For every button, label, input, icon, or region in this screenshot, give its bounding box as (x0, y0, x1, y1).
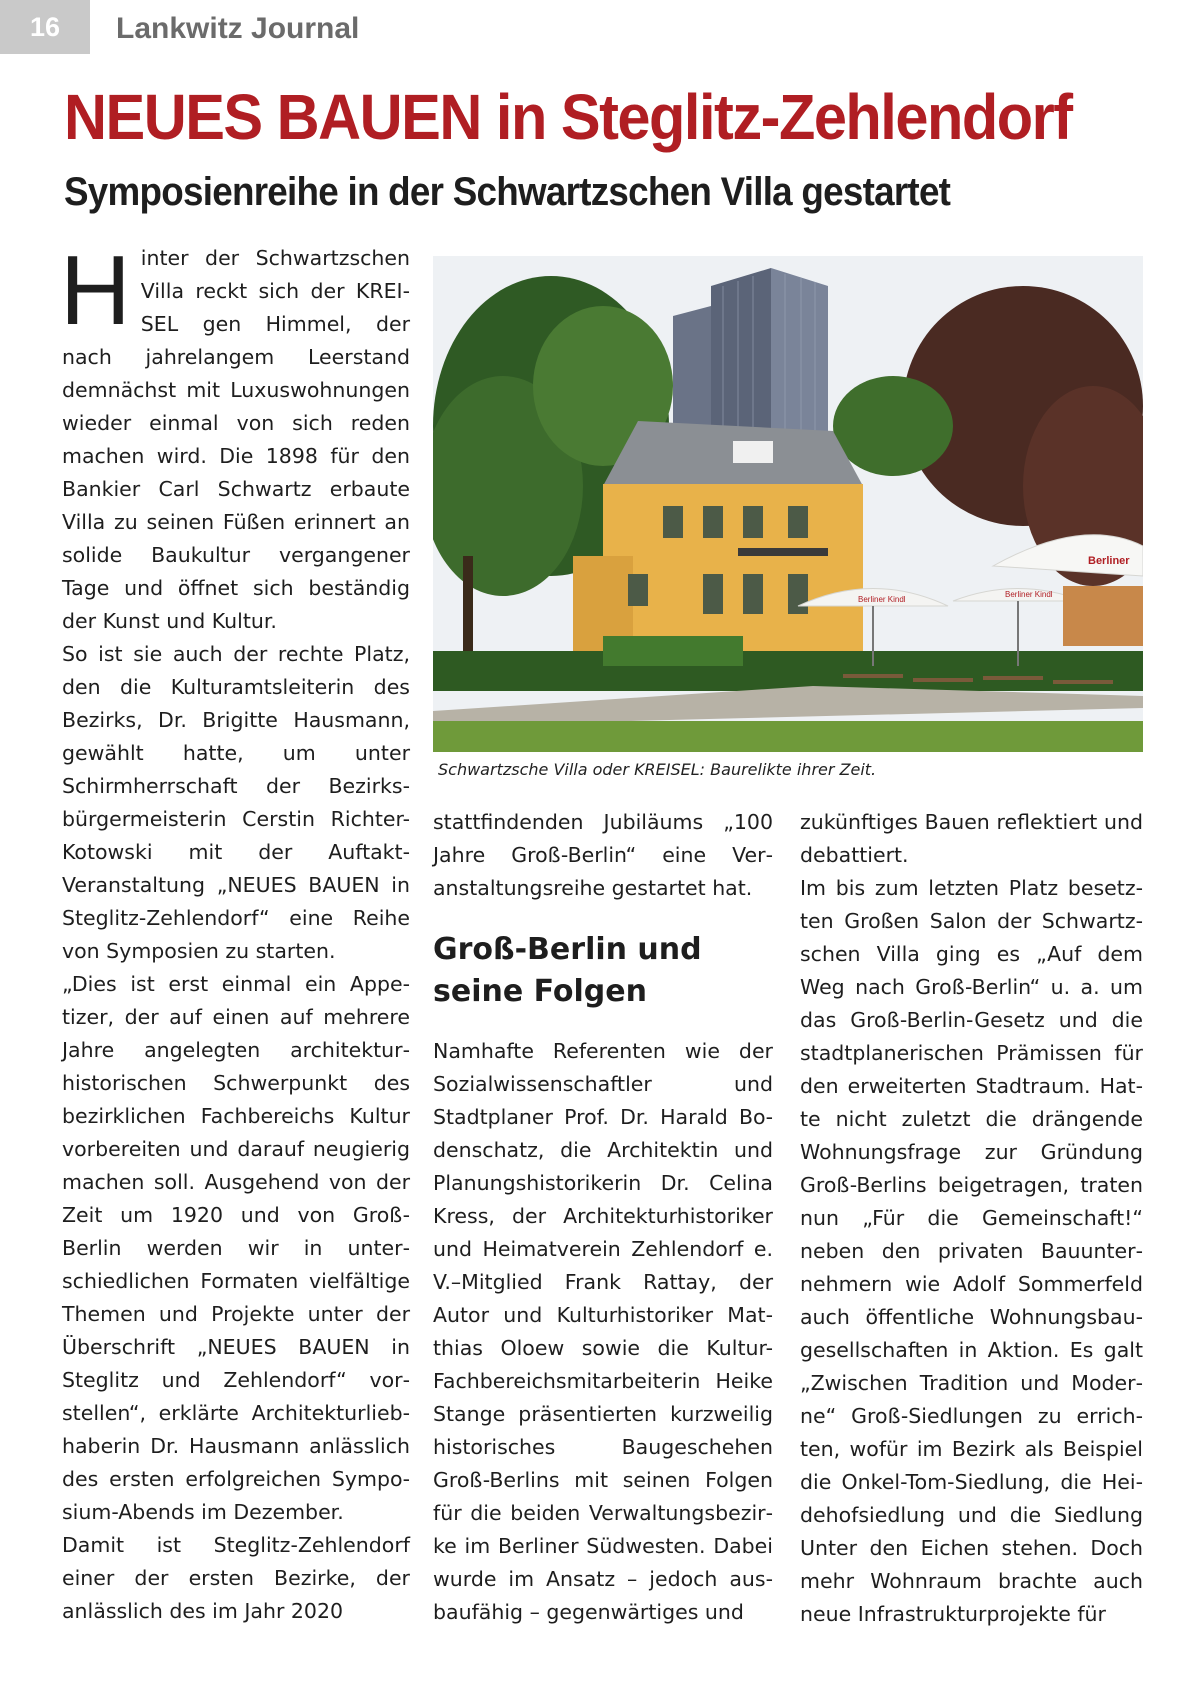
paragraph: So ist sie auch der rechte Platz, den die Kulturamtsleiterin des Bezirks, Dr. Brigitte Hausmann, gewählt hatte, um unter Schirmherrschaft der Bezirksbürgermeisterin Cerstin Richter-Kotowski mit der Auftakt-Veranstaltung „NEUES BAUEN in Steglitz-Zehlendorf“ eine Reihe von Symposien zu starten. (62, 642, 410, 963)
paragraph: stattfindenden Jubiläums „100 Jahre Groß-Berlin“ eine Veranstaltungsreihe gestartet hat. (433, 810, 773, 900)
article-column-2 (433, 806, 773, 1629)
paragraph: Im bis zum letzten Platz besetzten Großen Salon der Schwartzschen Villa ging es „Auf dem Weg nach Groß-Berlin“ u. a. um das Groß-Berlin-Gesetz und die stadtplanerischen Prämissen für den erweiterten Stadtraum. Hatte nicht zuletzt die drängende Wohnungsfrage zur Gründung Groß-Berlins beigetragen, traten nun „Für die Gemeinschaft!“ neben den privaten Bauunternehmern wie Adolf Sommerfeld auch öffentliche Wohnungsbaugesellschaften in Aktion. Es galt „Zwischen Tradition und Moderne“ Groß-Siedlungen zu errichten, wofür im Bezirk als Beispiel die Onkel-Tom-Siedlung, die Heidehofsiedlung und die Siedlung Unter den Eichen stehen. Doch mehr Wohnraum brachte auch neue Infrastrukturprojekte für (800, 876, 1143, 1626)
hedge (433, 651, 1143, 691)
paragraph: Namhafte Referenten wie der Sozialwissenschaftler und Stadtplaner Prof. Dr. Harald Bodenschatz, die Architektin und Planungshistorikerin Dr. Celina Kress, der Architekturhistoriker und Heimatverein Zehlendorf e. V.–Mitglied Frank Rattay, der Autor und Kulturhistoriker Matthias Oloew sowie die Kultur-Fachbereichsmitarbeiterin Heike Stange präsentierten kurzweilig historisches Baugeschehen Groß-Berlins mit seinen Folgen für die beiden Verwaltungsbezirke im Berliner Südwesten. Dabei wurde im Ansatz – jedoch ausbaufähig – gegenwärtiges und (433, 1039, 773, 1624)
paragraph: Damit ist Steglitz-Zehlendorf einer der ersten Bezirke, der anlässlich des im Jahr 2020 (62, 1533, 410, 1623)
page-number: 16 (29, 11, 61, 42)
section-heading: Groß-Berlin und seine Folgen (433, 932, 702, 1009)
article-column-3 (800, 806, 1143, 1631)
paragraph: „Dies ist erst einmal ein Appetizer, der auf einen auf mehrere Jahre angelegten architekturhistorischen Schwerpunkt des bezirklichen Fachbereichs Kultur vorbereiten und darauf neugierig machen soll. Ausgehend von der Zeit um 1920 und von Groß-Berlin werden wir in unterschiedlichen Formaten vielfältige Themen und Projekte unter der Überschrift „NEUES BAUEN in Steglitz und Zehlendorf“ vorstellen“, erklärte Architekturliebhaberin Dr. Hausmann anlässlich des ersten erfolgreichen Symposium-Abends im Dezember. (62, 972, 410, 1524)
journal-name: Lankwitz Journal (116, 12, 360, 45)
hedge (603, 636, 743, 666)
paragraph: zukünftiges Bauen reflektiert und debattiert. (800, 810, 1143, 867)
umbrella-label: Berliner (1088, 555, 1130, 567)
paragraph-text: inter der Schwartzschen Villa reckt sich der KREISEL gen Himmel, der nach jahrelangem Leerstand demnächst mit Luxuswohnungen wieder einmal von sich reden machen wird. Die 1898 für den Bankier Carl Schwartz erbaute Villa zu seinen Füßen erinnert an solide Baukultur vergangener Tage und öffnet sich beständig der Kunst und Kultur. (62, 246, 410, 633)
paragraph (60, 235, 410, 638)
dropcap: H (60, 235, 131, 345)
villa-photo (433, 256, 1143, 752)
photo-caption: Schwartzsche Villa oder KREISEL: Baurelikte ihrer Zeit. (438, 760, 877, 779)
article-subheadline: Symposienreihe in der Schwartzschen Villa gestartet (64, 170, 951, 214)
article-column-1 (60, 235, 410, 1628)
lawn (433, 721, 1143, 752)
villa-photo-illustration (433, 256, 1143, 752)
umbrella-label: Berliner Kindl (1005, 590, 1053, 599)
umbrella-label: Berliner Kindl (858, 595, 906, 604)
article-headline: NEUES BAUEN in Steglitz-Zehlendorf (64, 81, 1072, 153)
page-number-box (0, 0, 90, 54)
